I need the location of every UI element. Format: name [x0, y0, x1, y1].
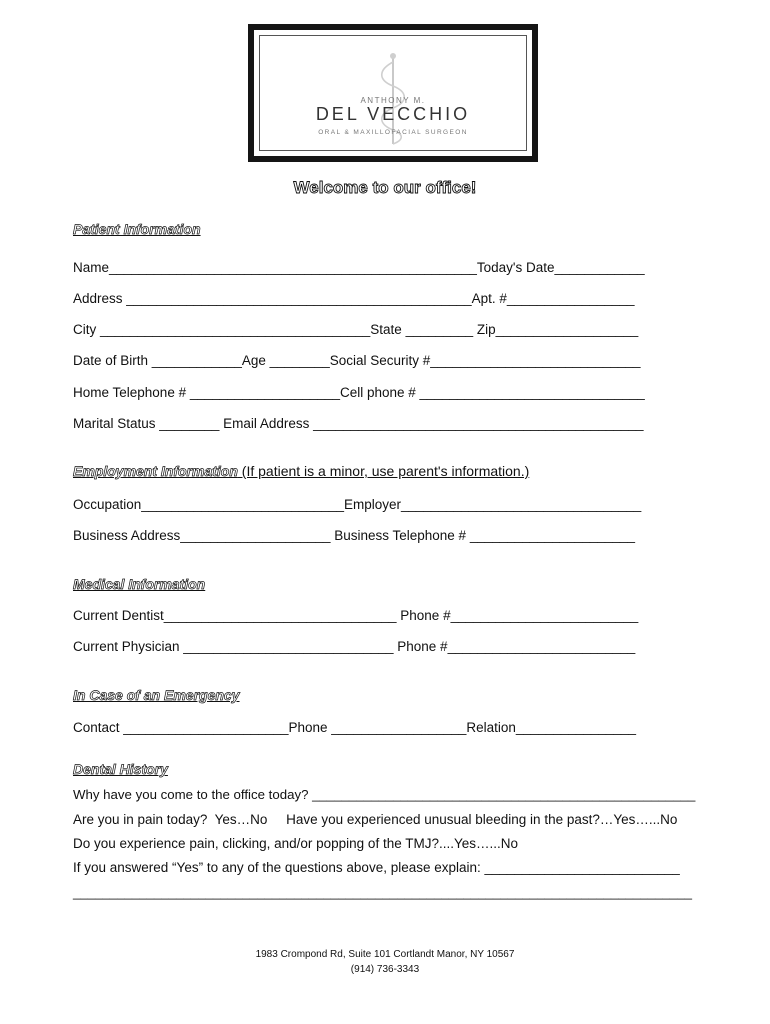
patient-information-heading: Patient Information — [73, 221, 201, 237]
occupation-employer-field-line[interactable]: Occupation___________________________Employer________________________________ — [73, 497, 642, 512]
logo-frame — [248, 24, 538, 162]
logo-specialty: ORAL & MAXILLOFACIAL SURGEON — [318, 129, 468, 136]
employment-information-heading — [73, 463, 529, 479]
dob-age-ssn-field-line[interactable]: Date of Birth ____________Age ________Social Security #____________________________ — [73, 353, 641, 368]
dentist-field-line[interactable]: Current Dentist_______________________________ Phone #_________________________ — [73, 608, 639, 623]
logo-mat — [254, 30, 532, 156]
logo-surname: DEL VECCHIO — [315, 104, 471, 124]
explain-field-line[interactable]: If you answered “Yes” to any of the questions above, please explain: __________________________ — [73, 860, 680, 875]
page-title: Welcome to our office! — [293, 178, 477, 197]
logo-panel — [259, 35, 527, 151]
tmj-question[interactable]: Do you experience pain, clicking, and/or popping of the TMJ?....Yes…...No — [73, 836, 519, 851]
physician-field-line[interactable]: Current Physician ____________________________ Phone #_________________________ — [73, 639, 636, 654]
employment-heading-text: Employment Information — [73, 463, 238, 479]
business-field-line[interactable]: Business Address____________________ Business Telephone # ______________________ — [73, 528, 635, 543]
employment-note: (If patient is a minor, use parent's information.) — [237, 463, 530, 479]
dental-history-heading: Dental History — [73, 761, 168, 777]
footer-phone: (914) 736-3343 — [350, 964, 420, 975]
pain-bleeding-question[interactable]: Are you in pain today? Yes…No Have you experienced unusual bleeding in the past?…Yes…...No — [73, 812, 678, 827]
marital-email-field-line[interactable]: Marital Status ________ Email Address ____________________________________________ — [73, 416, 644, 431]
emergency-contact-field-line[interactable]: Contact ______________________Phone __________________Relation________________ — [73, 720, 637, 735]
logo-doctor-name: ANTHONY M. — [360, 96, 426, 105]
medical-information-heading: Medical Information — [73, 576, 206, 592]
city-state-zip-field-line[interactable]: City ____________________________________State _________ Zip___________________ — [73, 322, 639, 337]
telephone-field-line[interactable]: Home Telephone # ____________________Cell phone # ______________________________ — [73, 385, 645, 400]
explain-continuation-line[interactable]: ____________________________________________________________________________________ — [73, 885, 692, 900]
address-field-line[interactable]: Address ______________________________________________Apt. #_________________ — [73, 291, 635, 306]
visit-reason-field-line[interactable]: Why have you come to the office today? ____________________________________________________ — [73, 787, 696, 802]
name-date-field-line[interactable]: Name_________________________________________________Today's Date____________ — [73, 260, 645, 275]
emergency-heading: In Case of an Emergency — [73, 687, 240, 703]
footer-address: 1983 Crompond Rd, Suite 101 Cortlandt Manor, NY 10567 — [255, 949, 515, 960]
